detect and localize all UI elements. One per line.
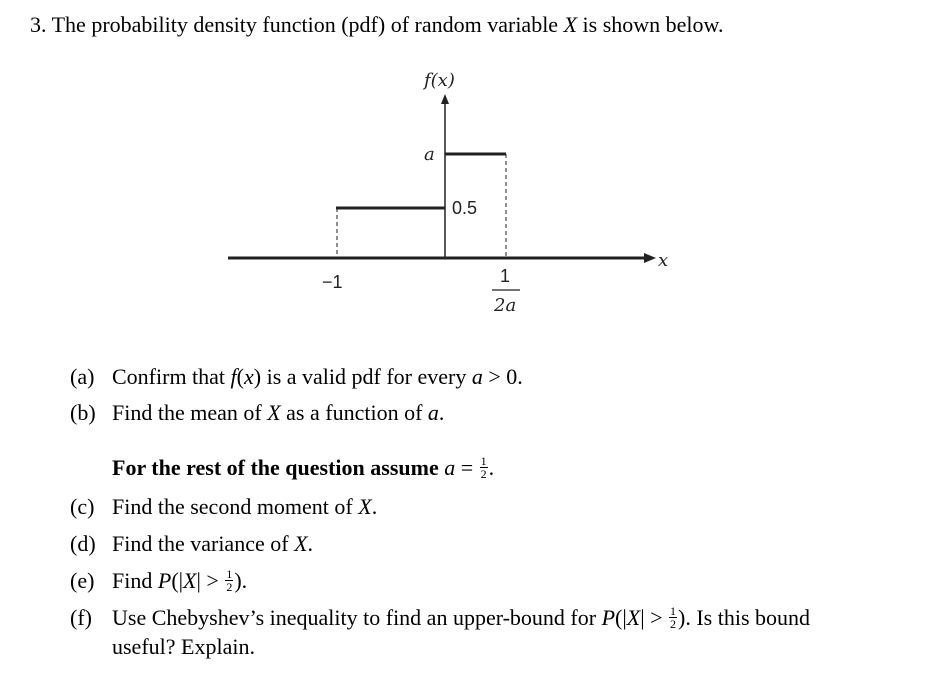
- part-f-continued: useful? Explain.: [112, 634, 255, 659]
- part-f: (f) Use Chebyshev’s inequality to find an upper-bound for P(|X| > $\frac{1}{2}$ ). Is this bound: [70, 604, 811, 632]
- part-c-tag: (c): [70, 494, 95, 519]
- part-f-tag: (f): [70, 605, 92, 630]
- part-d: (d) Find the variance of X.: [70, 531, 314, 556]
- y-axis-arrow: [441, 94, 449, 104]
- tick-neg1-label: −1: [322, 272, 343, 292]
- part-d-tag: (d): [70, 531, 96, 556]
- assumption: For the rest of the question assume a = $\frac{1}{2}$ .: [112, 454, 495, 482]
- y-axis-label: f(x): [424, 70, 455, 91]
- x-axis-label: x: [658, 250, 669, 271]
- part-e: (e) Find P(|X| > $\frac{1}{2}$ ).: [70, 567, 248, 595]
- tick-frac-numerator: 1: [500, 266, 511, 286]
- part-e-tag: (e): [70, 568, 95, 593]
- part-c: (c) Find the second moment of X.: [70, 494, 378, 519]
- fraction-one-half: $\frac{1}{2}$: [670, 604, 677, 632]
- x-axis-arrow: [644, 253, 656, 263]
- tick-frac-denominator: 2a: [494, 295, 517, 316]
- part-b-tag: (b): [70, 400, 96, 425]
- part-a-tag: (a): [70, 364, 95, 389]
- level-half-label: 0.5: [452, 198, 478, 218]
- fraction-one-half: $\frac{1}{2}$: [480, 454, 487, 482]
- problem-statement: 3. The probability density function (pdf) of random variable X is shown below.: [30, 12, 724, 37]
- problem-number: 3.: [30, 12, 47, 37]
- level-a-label: a: [424, 144, 435, 165]
- part-a: (a) Confirm that f(x) is a valid pdf for every a > 0.: [70, 364, 523, 389]
- fraction-one-half: $\frac{1}{2}$: [226, 567, 233, 595]
- part-b: (b) Find the mean of X as a function of a.: [70, 400, 445, 425]
